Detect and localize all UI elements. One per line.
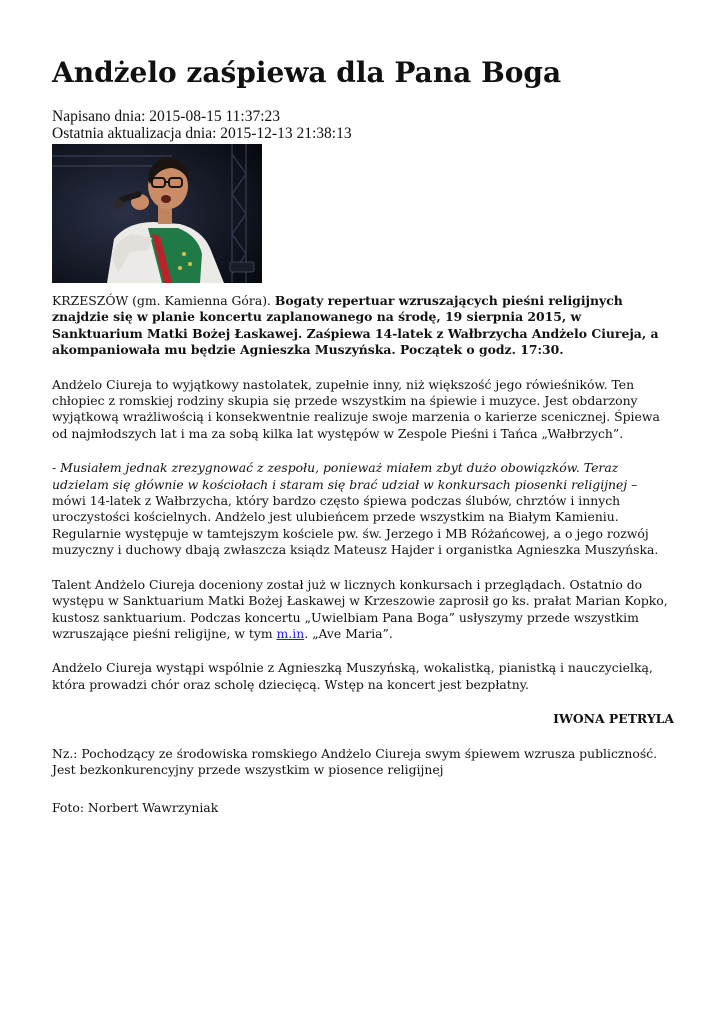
- singer-photo-illustration: [52, 144, 262, 283]
- lead-location: KRZESZÓW (gm. Kamienna Góra).: [52, 293, 275, 308]
- paragraph-3-text: Talent Andżelo Ciureja doceniony został już w licznych konkursach i przeglądach. Ostatnio do występu w Sanktuarium Matki Bożej Łaskawej w Krzeszowie zaprosił go ks. prałat Marian Kopko, kustosz sanktuarium. Podczas koncertu „Uwielbiam Pana Boga” usłyszymy przede wszystkim wzruszające pieśni religijne, w tym: [52, 576, 668, 641]
- min-link[interactable]: m.in: [276, 625, 305, 641]
- paragraph-1: Andżelo Ciureja to wyjątkowy nastolatek, zupełnie inny, niż większość jego rówieśników. Ten chłopiec z romskiej rodziny skupia się przede wszystkim na śpiewie i muzyce. Jest obdarzony wyjątkową wrażliwością i konsekwentnie realizuje swoje marzenia o karierze scenicznej. Śpiewa od najmłodszych lat i ma za sobą kilka lat występów w Zespole Pieśni i Tańca „Wałbrzych”.: [52, 376, 660, 441]
- article: [52, 56, 674, 817]
- paragraph-2: [52, 460, 674, 558]
- paragraph-3: [52, 577, 674, 643]
- paragraph-4: Andżelo Ciureja wystąpi wspólnie z Agnieszką Muszyńską, wokalistką, pianistką i nauczycielką, która prowadzi chór oraz scholę dziecięcą. Wstęp na koncert jest bezpłatny.: [52, 660, 653, 692]
- updated-date: Ostatnia aktualizacja dnia: 2015-12-13 21:38:13: [52, 125, 352, 142]
- lead-summary: Bogaty repertuar wzruszających pieśni religijnych znajdzie się w planie koncertu zaplanowanego na środę, 19 sierpnia 2015, w Sanktuarium Matki Bożej Łaskawej. Zaśpiewa 14-latek z Wałbrzycha Andżelo Ciureja, a akompaniowała mu będzie Agnieszka Muszyńska. Początek o godz. 17:30.: [52, 293, 659, 358]
- paragraph-2-text: – mówi 14-latek z Wałbrzycha, który bardzo często śpiewa podczas ślubów, chrztów i innych uroczystości kościelnych. Andżelo jest ulubieńcem przede wszystkim na Białym Kamieniu. Regularnie występuje w tamtejszym kościele pw. św. Jerzego i MB Różańcowej, a o jego rozwój muzyczny i duchowy dbają zwłaszcza ksiądz Mateusz Hajder i organistka Agnieszka Muszyńska.: [52, 476, 659, 558]
- photo-caption: Nz.: Pochodzący ze środowiska romskiego Andżelo Ciureja swym śpiewem wzrusza publiczność. Jest bezkonkurencyjny przede wszystkim w piosence religijnej: [52, 745, 658, 777]
- photo-credit: Foto: Norbert Wawrzyniak: [52, 800, 219, 816]
- published-date: Napisano dnia: 2015-08-15 11:37:23: [52, 108, 281, 125]
- paragraph-3-end: . „Ave Maria”.: [304, 625, 393, 641]
- article-photo: [52, 144, 262, 283]
- article-lead: [52, 293, 674, 359]
- author-signature: IWONA PETRYLA: [553, 711, 674, 727]
- article-title: Andżelo zaśpiewa dla Pana Boga: [52, 56, 562, 89]
- article-meta: [52, 108, 674, 142]
- quote: - Musiałem jednak zrezygnować z zespołu, ponieważ miałem zbyt dużo obowiązków. Teraz udzielam się głównie w kościołach i staram się brać udział w konkursach piosenki religijnej: [52, 460, 628, 492]
